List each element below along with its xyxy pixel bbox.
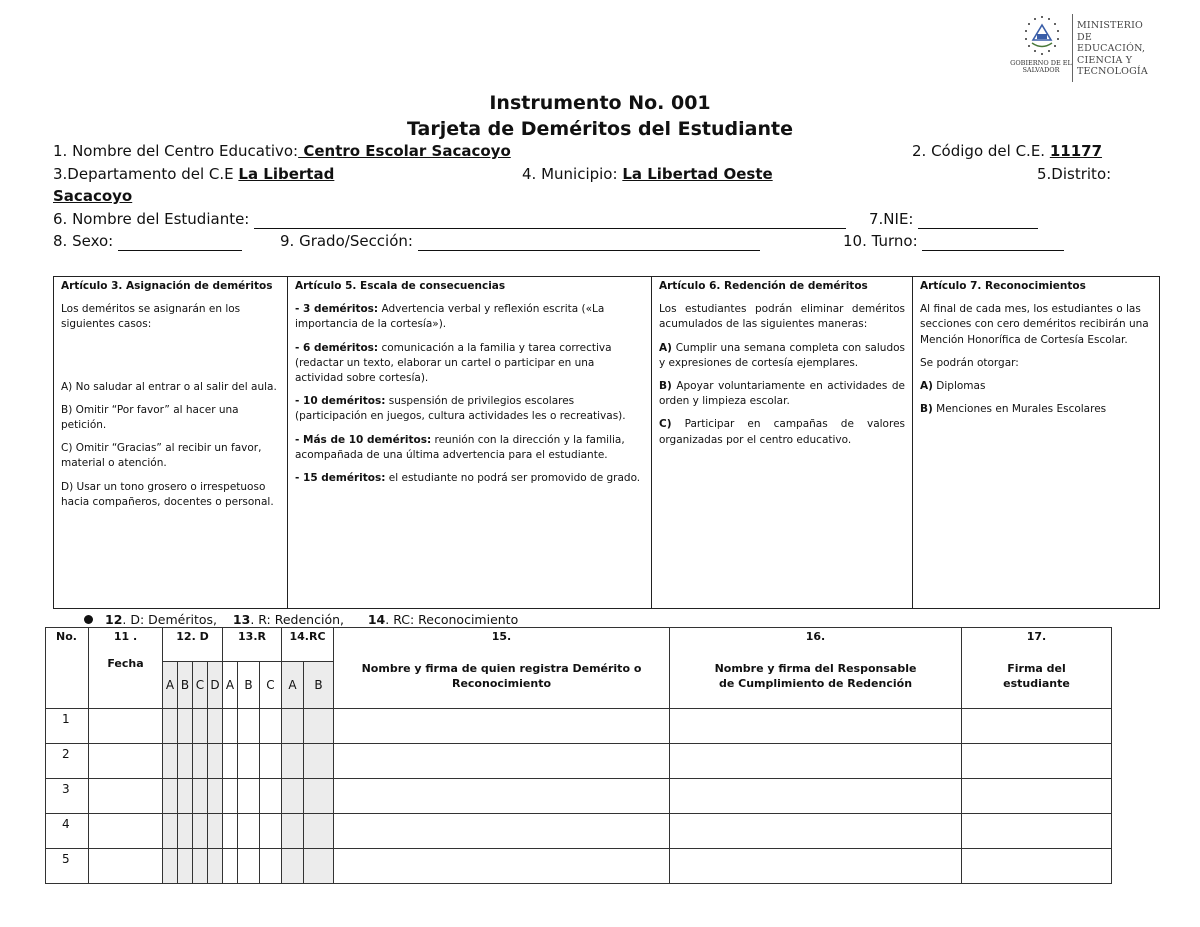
nie-label: 7.NIE: [869,210,914,228]
r-sub-b: B [238,662,260,709]
estudiante-label: 6. Nombre del Estudiante: [53,210,250,228]
legend-num: 12 [105,612,123,627]
r-sub-c: C [260,662,282,709]
depto-label: 3.Departamento del C.E [53,165,239,183]
r-cell[interactable] [260,744,282,779]
r-cell[interactable] [238,709,260,744]
c17-num: 17. [1026,630,1047,643]
nie-field [869,209,1038,229]
r-sub-a: A [223,662,238,709]
table-row [46,709,1112,744]
r-cell[interactable] [260,849,282,884]
municipio-field [522,164,773,184]
sexo-field [53,231,242,251]
article-6-item [659,341,905,371]
municipio-value: La Libertad Oeste [622,165,773,183]
centro-value: Centro Escolar Sacacoyo [298,142,511,160]
grado-field [280,231,760,251]
item-text: reunión con la dirección y la familia, acompañada de una última advertencia para el estudiante. [295,433,625,461]
r-cell[interactable] [223,814,238,849]
d-cell[interactable] [208,744,223,779]
fecha-cell[interactable] [89,709,163,744]
fecha-cell[interactable] [89,814,163,849]
item-bold: - 3 deméritos: [295,303,379,316]
rc-cell[interactable] [304,849,334,884]
r-cell[interactable] [260,779,282,814]
c17-cell[interactable] [962,779,1112,814]
item-bold: - 6 deméritos: [295,341,379,354]
r-cell[interactable] [260,709,282,744]
table-row [46,814,1112,849]
depto-value: La Libertad [238,165,335,183]
centro-label: 1. Nombre del Centro Educativo: [53,142,299,160]
item-bold: C) [659,418,672,431]
row-number: 1 [46,709,89,744]
legend-text: . R: Redención, [250,612,344,627]
d-cell[interactable] [178,744,193,779]
nie-blank[interactable] [918,214,1038,229]
d-sub-c: C [193,662,208,709]
legend-num: 14 [367,612,386,627]
row-number: 5 [46,849,89,884]
rc-cell[interactable] [304,779,334,814]
c15-cell[interactable] [334,849,670,884]
table-row [46,744,1112,779]
item-text: Participar en campañas de valores organizadas por el centro educativo. [659,418,905,446]
item-text: suspensión de privilegios escolares (participación en juegos, cultura actividades les o recreativas). [295,395,626,423]
article-6-item [659,417,905,447]
rc-cell[interactable] [282,814,304,849]
article-5-item [295,302,644,332]
d-cell[interactable] [178,849,193,884]
article-3-intro: Los deméritos se asignarán en los siguientes casos: [61,303,241,331]
bullet-icon [84,615,93,624]
c17-cell[interactable] [962,744,1112,779]
r-cell[interactable] [238,779,260,814]
gov-text: GOBIERNO DE EL SALVADOR [1010,59,1072,74]
item-bold: A) [659,341,672,354]
turno-field [843,231,1064,251]
col-17-header [962,628,1112,709]
c17-cell[interactable] [962,709,1112,744]
c15-cell[interactable] [334,709,670,744]
ministry-logo [1010,14,1148,84]
article-7-intro2: Se podrán otorgar: [920,356,1019,369]
centro-field [53,141,511,161]
codigo-value: 11177 [1049,142,1103,160]
register-table [45,627,1112,884]
c16-label: Nombre y firma del Responsable de Cumplimiento de Redención [714,662,917,690]
ministry-line: CIENCIA Y [1077,54,1133,66]
col-d-header: 12. D [163,628,223,662]
rc-cell[interactable] [304,744,334,779]
item-text: Menciones en Murales Escolares [932,403,1107,416]
rc-cell[interactable] [304,814,334,849]
table-row [46,849,1112,884]
codigo-label: 2. Código del C.E. [912,142,1050,160]
row-number: 2 [46,744,89,779]
article-3-heading: Artículo 3. Asignación de deméritos [61,280,273,292]
document-title: Instrumento No. 001 [489,92,711,114]
article-7-intro: Al final de cada mes, los estudiantes o las secciones con cero deméritos recibirán una Mención Honorífica de Cortesía Escolar. [920,303,1149,346]
article-3 [54,277,287,608]
item-bold: B) [659,380,672,393]
col-15-header [334,628,670,709]
article-5-item [295,394,644,424]
article-5 [287,277,651,608]
c16-cell[interactable] [670,779,962,814]
col-rc-header: 14.RC [282,628,334,662]
ministry-line: MINISTERIO [1077,20,1144,31]
rc-cell[interactable] [282,779,304,814]
sexo-blank[interactable] [118,236,242,251]
legend [84,612,518,627]
r-cell[interactable] [238,744,260,779]
col-r-header: 13.R [223,628,282,662]
estudiante-field [53,209,846,229]
c15-num: 15. [491,630,512,643]
item-bold: A) [920,380,933,393]
d-cell[interactable] [178,709,193,744]
c16-cell[interactable] [670,744,962,779]
fecha-cell[interactable] [89,849,163,884]
item-text: Apoyar voluntariamente en actividades de orden y limpieza escolar. [659,380,905,408]
codigo-field [912,141,1102,161]
sexo-label: 8. Sexo: [53,232,114,250]
article-6-item [659,379,905,409]
article-5-heading: Artículo 5. Escala de consecuencias [295,280,506,292]
article-5-item [295,471,644,486]
fecha-num: 11 . [113,630,138,643]
d-cell[interactable] [193,779,208,814]
r-cell[interactable] [223,849,238,884]
d-cell[interactable] [178,779,193,814]
d-cell[interactable] [163,779,178,814]
depto-field [53,164,334,184]
article-6 [651,277,912,608]
col-no-header: No. [46,628,89,709]
article-3-item: B) Omitir “Por favor” al hacer una petición. [61,403,239,432]
c15-cell[interactable] [334,779,670,814]
item-bold: - Más de 10 deméritos: [295,433,432,446]
ministry-text [1077,20,1148,78]
estudiante-blank[interactable] [254,214,846,229]
rc-cell[interactable] [282,849,304,884]
rc-cell[interactable] [282,709,304,744]
d-cell[interactable] [208,814,223,849]
col-fecha-header [89,628,163,709]
item-text: el estudiante no podrá ser promovido de grado. [385,472,641,485]
c17-cell[interactable] [962,814,1112,849]
row-number: 4 [46,814,89,849]
d-cell[interactable] [208,709,223,744]
c16-cell[interactable] [670,849,962,884]
d-cell[interactable] [163,814,178,849]
article-3-item: A) No saludar al entrar o al salir del aula. [61,380,277,393]
articles-table [53,276,1160,609]
article-7-item [920,402,1152,417]
d-cell[interactable] [193,744,208,779]
grado-blank[interactable] [418,236,760,251]
c15-label: Nombre y firma de quien registra Demérito o Reconocimiento [361,662,642,690]
item-bold: B) [920,403,933,416]
article-3-item: C) Omitir “Gracias” al recibir un favor, material o atención. [61,442,262,470]
r-cell[interactable] [260,814,282,849]
c17-label: Firma del estudiante [1003,662,1070,690]
row-number: 3 [46,779,89,814]
coat-of-arms-icon [1014,14,1070,62]
distrito-value-text: Sacacoyo [53,187,133,205]
legend-text: . RC: Reconocimiento [385,612,519,627]
rc-sub-b: B [304,662,334,709]
legend-num: 13 [232,612,251,627]
rc-cell[interactable] [304,709,334,744]
item-bold: - 10 deméritos: [295,395,386,408]
c16-cell[interactable] [670,814,962,849]
r-cell[interactable] [223,744,238,779]
rc-cell[interactable] [282,744,304,779]
r-cell[interactable] [223,709,238,744]
col-16-header [670,628,962,709]
distrito-value [53,186,132,206]
rc-sub-a: A [282,662,304,709]
item-text: Cumplir una semana completa con saludos y expresiones de cortesía ejemplares. [659,341,905,369]
d-cell[interactable] [163,744,178,779]
d-cell[interactable] [208,849,223,884]
municipio-label: 4. Municipio: [522,165,623,183]
d-cell[interactable] [178,814,193,849]
document-subtitle: Tarjeta de Deméritos del Estudiante [407,118,793,140]
legend-text: . D: Deméritos, [122,612,217,627]
c17-cell[interactable] [962,849,1112,884]
d-cell[interactable] [193,814,208,849]
article-3-item: D) Usar un tono grosero o irrespetuoso hacia compañeros, docentes o personal. [61,480,274,508]
c16-cell[interactable] [670,709,962,744]
d-sub-d: D [208,662,223,709]
r-cell[interactable] [238,849,260,884]
article-6-heading: Artículo 6. Redención de deméritos [659,280,868,292]
grado-label: 9. Grado/Sección: [280,232,413,250]
d-cell[interactable] [208,779,223,814]
item-text: Diplomas [932,380,986,393]
article-7 [912,277,1159,608]
d-sub-b: B [178,662,193,709]
article-7-item [920,379,1152,394]
d-sub-a: A [163,662,178,709]
fecha-label: Fecha [107,657,144,670]
turno-label: 10. Turno: [843,232,918,250]
d-cell[interactable] [193,849,208,884]
item-text: Advertencia verbal y reflexión escrita («La importancia de la cortesía»). [295,303,605,331]
distrito-label: 5.Distrito: [1037,165,1112,183]
fecha-cell[interactable] [89,744,163,779]
table-row [46,779,1112,814]
d-cell[interactable] [163,709,178,744]
article-5-item [295,433,644,463]
fecha-cell[interactable] [89,779,163,814]
article-5-item [295,341,644,387]
d-cell[interactable] [163,849,178,884]
r-cell[interactable] [223,779,238,814]
c15-cell[interactable] [334,814,670,849]
c15-cell[interactable] [334,744,670,779]
item-bold: - 15 deméritos: [295,472,386,485]
d-cell[interactable] [193,709,208,744]
article-7-heading: Artículo 7. Reconocimientos [920,280,1086,292]
c16-num: 16. [805,630,826,643]
ministry-line: DE EDUCACIÓN, [1077,31,1146,54]
r-cell[interactable] [238,814,260,849]
logo-separator [1072,14,1073,82]
turno-blank[interactable] [922,236,1064,251]
item-text: comunicación a la familia y tarea correctiva (redactar un texto, elaborar un cartel o participar en una actividad sobre cortesía). [295,341,612,385]
article-6-intro: Los estudiantes podrán eliminar deméritos acumulados de las siguientes maneras: [659,303,905,331]
ministry-line: TECNOLOGÍA [1077,66,1148,77]
